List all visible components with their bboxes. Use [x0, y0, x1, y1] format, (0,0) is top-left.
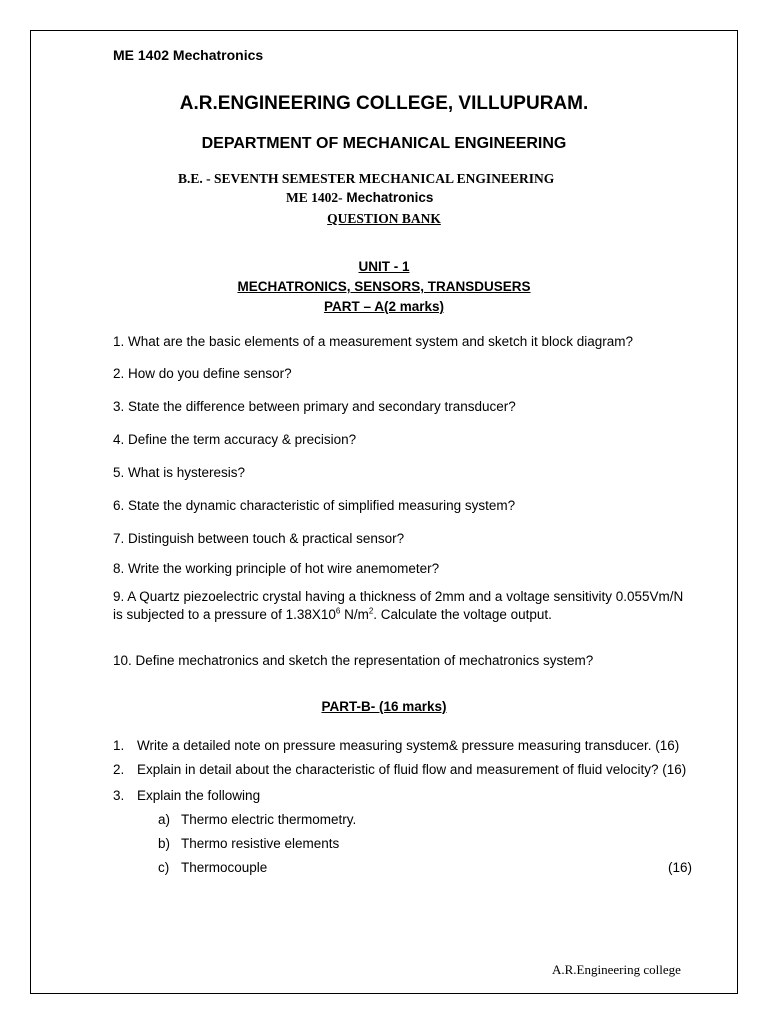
q9-exponent-1: 6 [335, 606, 341, 616]
question-9-line-2 [113, 607, 552, 622]
part-b-question-2-number: 2. [113, 762, 125, 777]
part-b-question-3-number: 3. [113, 788, 125, 803]
question-5: 5. What is hysteresis? [113, 465, 246, 480]
q9-text-mid: N/m [340, 607, 369, 622]
part-b-title: PART-B- (16 marks) [321, 699, 447, 714]
sub-item-a-label: a) [158, 812, 171, 827]
part-b-question-3: Explain the following [137, 788, 261, 803]
sub-item-a: Thermo electric thermometry. [181, 812, 357, 827]
part-b-question-1: Write a detailed note on pressure measuring system& pressure measuring transducer. (16) [137, 738, 680, 753]
department-title: DEPARTMENT OF MECHANICAL ENGINEERING [201, 135, 567, 152]
sub-item-b: Thermo resistive elements [181, 836, 340, 851]
unit-label: UNIT - 1 [358, 259, 410, 274]
marks-label: (16) [668, 860, 693, 875]
sub-item-c-label: c) [158, 860, 170, 875]
subject-name: Mechatronics [346, 190, 434, 205]
unit-title: MECHATRONICS, SENSORS, TRANSDUSERS [237, 279, 531, 294]
subject-line [286, 190, 433, 206]
q9-text-post: . Calculate the voltage output. [373, 607, 552, 622]
question-8: 8. Write the working principle of hot wire anemometer? [113, 561, 440, 576]
question-9-line-1: 9. A Quartz piezoelectric crystal having a thickness of 2mm and a voltage sensitivity 0.055Vm/N [113, 589, 684, 604]
question-6: 6. State the dynamic characteristic of simplified measuring system? [113, 498, 516, 513]
question-4: 4. Define the term accuracy & precision? [113, 432, 357, 447]
course-header: ME 1402 Mechatronics [113, 47, 264, 63]
question-3: 3. State the difference between primary and secondary transducer? [113, 399, 516, 414]
footer-text: A.R.Engineering college [552, 962, 681, 977]
college-title: A.R.ENGINEERING COLLEGE, VILLUPURAM. [179, 93, 589, 114]
question-7: 7. Distinguish between touch & practical sensor? [113, 531, 405, 546]
subject-code: ME 1402- [286, 190, 343, 205]
question-10: 10. Define mechatronics and sketch the representation of mechatronics system? [113, 653, 594, 668]
q9-text-pre: is subjected to a pressure of 1.38X10 [113, 607, 336, 622]
semester-line: B.E. - SEVENTH SEMESTER MECHANICAL ENGINEERING [178, 171, 555, 186]
q9-exponent-2: 2 [368, 606, 374, 616]
question-bank-title: QUESTION BANK [327, 211, 441, 226]
question-2: 2. How do you define sensor? [113, 366, 292, 381]
part-a-title: PART – A(2 marks) [323, 299, 445, 314]
part-b-question-1-number: 1. [113, 738, 125, 753]
sub-item-b-label: b) [158, 836, 171, 851]
question-1: 1. What are the basic elements of a measurement system and sketch it block diagram? [113, 334, 633, 349]
part-b-question-2: Explain in detail about the characteristic of fluid flow and measurement of fluid velocity? (16) [137, 762, 687, 777]
sub-item-c: Thermocouple [181, 860, 268, 875]
